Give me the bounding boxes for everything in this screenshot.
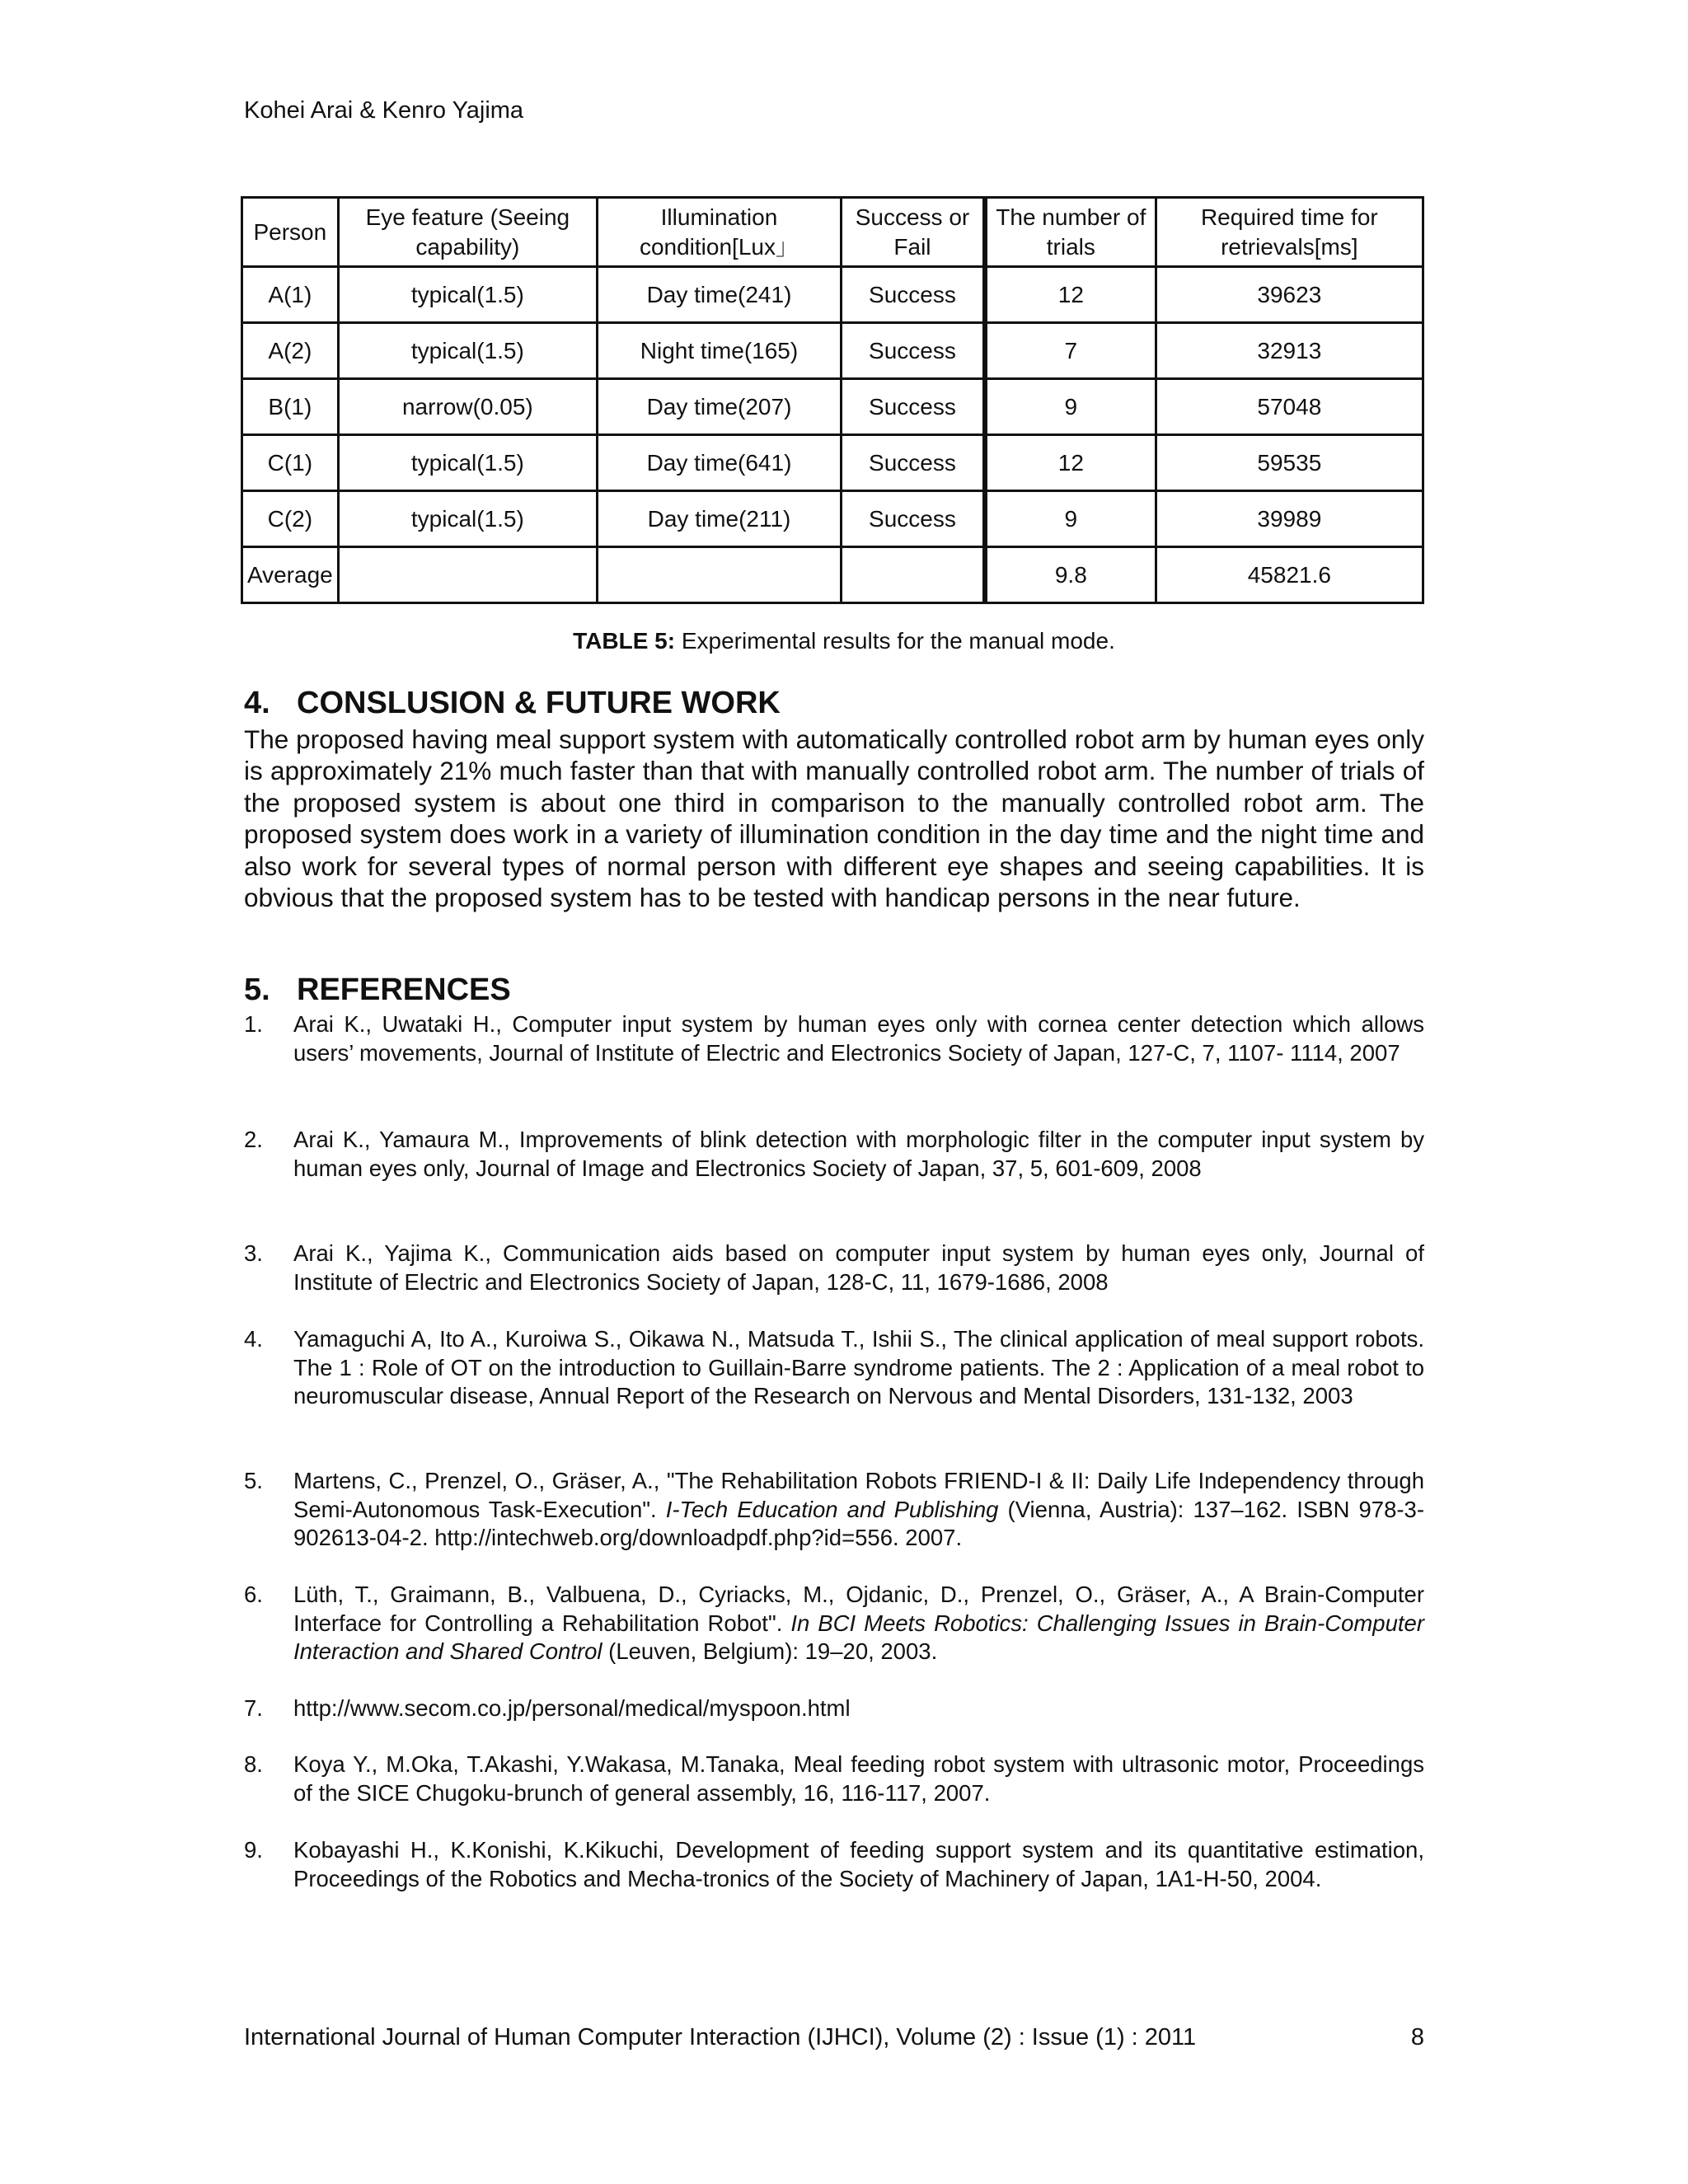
cell-person: A(2) [242,323,339,379]
reference-item [244,1750,1424,1807]
cell-required-time: 32913 [1156,323,1423,379]
reference-text [293,1010,1424,1067]
reference-item [244,1836,1424,1893]
table-row [242,267,1423,323]
reference-text-part: Kobayashi H., K.Konishi, K.Kikuchi, Development of feeding support system and its quantitative estimation, Proceedings of the Robotics and Mecha-tronics of the Society of Machinery of Japan, 1A1-H-50, 2004. [293,1837,1424,1891]
running-header-authors: Kohei Arai & Kenro Yajima [244,97,524,124]
cell-illumination: Night time(165) [598,323,842,379]
cell-success: Success [841,491,985,547]
cell-person: Average [242,547,339,603]
reference-number: 3. [244,1240,263,1266]
cell-illumination: Day time(241) [598,267,842,323]
cell-person: C(2) [242,491,339,547]
header-line: Person [253,218,327,245]
cell-required-time: 45821.6 [1156,547,1423,603]
reference-text-part: Martens, C., Prenzel, O., Gräser, A., "The Rehabilitation Robots FRIEND-I & II: Daily Life Independency through Semi-Autonomous Task-Execution". [293,1468,1424,1522]
cell-success: Success [841,435,985,491]
cell-illumination: Day time(641) [598,435,842,491]
cell-success [841,547,985,603]
header-person [242,198,339,267]
cell-person: B(1) [242,379,339,435]
reference-text-part: (Vienna, Austria): 137–162. ISBN 978-3-902613-04-2. http://intechweb.org/downloadpdf.php?id=556. 2007. [293,1496,1425,1550]
table-row [242,491,1423,547]
results-table [241,196,1424,604]
cell-eye-feature [338,547,597,603]
reference-text-part: Arai K., Uwataki H., Computer input system by human eyes only with cornea center detection which allows users’ movements, Journal of Institute of Electric and Electronics Society of Japan, 127-C, 7, 1107- 1114, 2007 [293,1011,1424,1066]
reference-item [244,1126,1424,1183]
header-line: retrievals[ms] [1221,233,1358,260]
cell-illumination: Day time(207) [598,379,842,435]
cell-trials: 12 [985,435,1156,491]
header-line: Illumination [660,204,778,230]
reference-text [293,1467,1424,1553]
reference-text-part-italic: I-Tech Education and Publishing [665,1496,999,1522]
cell-illumination [598,547,842,603]
reference-text [293,1581,1424,1666]
reference-text [293,1694,1424,1723]
conclusion-paragraph: The proposed having meal support system with automatically controlled robot arm by human eyes only is approximately 21% much faster than that with manually controlled robot arm. The number of trials of the proposed system is about one third in comparison to the manually controlled robot arm. The proposed system does work in a variety of illumination condition in the day time and the night time and also work for several types of normal person with different eye shapes and seeing capabilities. It is obvious that the proposed system has to be tested with handicap persons in the near future. [244,724,1424,913]
reference-item [244,1581,1424,1666]
header-line: Required time for [1200,204,1378,230]
cell-trials: 9 [985,491,1156,547]
cell-illumination: Day time(211) [598,491,842,547]
header-required-time [1156,198,1423,267]
cell-success: Success [841,323,985,379]
cell-success: Success [841,267,985,323]
reference-text-part: (Leuven, Belgium): 19–20, 2003. [602,1638,938,1664]
footer-journal-title: International Journal of Human Computer Interaction (IJHCI), Volume (2) : Issue (1) : 2011 [244,2024,1197,2050]
section-heading-references [244,972,511,1008]
header-illumination [598,198,842,267]
reference-number: 4. [244,1326,263,1352]
header-line: Eye feature (Seeing [365,204,570,230]
table-caption [0,628,1688,654]
reference-number: 1. [244,1011,263,1037]
header-line: condition[Lux」 [639,233,799,260]
reference-text [293,1836,1424,1893]
reference-text-part: http://www.secom.co.jp/personal/medical/myspoon.html [293,1695,851,1721]
cell-person: C(1) [242,435,339,491]
cell-eye-feature: typical(1.5) [338,267,597,323]
header-success [841,198,985,267]
cell-required-time: 57048 [1156,379,1423,435]
table-row [242,379,1423,435]
section-heading-conclusion [244,686,781,721]
cell-success: Success [841,379,985,435]
reference-item [244,1467,1424,1553]
reference-text-part: Lüth, T., Graimann, B., Valbuena, D., Cyriacks, M., Ojdanic, D., Prenzel, O., Gräser, A., A Brain-Computer Interface for Controlling a Rehabilitation Robot". [293,1582,1424,1636]
section-title: CONSLUSION & FUTURE WORK [297,686,781,720]
reference-item [244,1694,1424,1723]
reference-number: 5. [244,1468,263,1493]
reference-item [244,1240,1424,1296]
section-number: 4. [244,686,270,720]
table-header-row [242,198,1423,267]
reference-text [293,1325,1424,1411]
cell-required-time: 39623 [1156,267,1423,323]
cell-eye-feature: typical(1.5) [338,491,597,547]
reference-number: 6. [244,1582,263,1607]
table-caption-text: Experimental results for the manual mode. [675,628,1115,654]
cell-person: A(1) [242,267,339,323]
table-row [242,435,1423,491]
header-line: The number of [996,204,1146,230]
reference-number: 9. [244,1837,263,1863]
cell-eye-feature: typical(1.5) [338,323,597,379]
cell-trials: 9.8 [985,547,1156,603]
reference-text-part: Arai K., Yajima K., Communication aids based on computer input system by human eyes only, Journal of Institute of Electric and Electronics Society of Japan, 128-C, 11, 1679-1686, 2008 [293,1240,1424,1295]
table-row [242,323,1423,379]
reference-item [244,1010,1424,1067]
reference-number: 7. [244,1695,263,1721]
reference-number: 8. [244,1751,263,1777]
reference-text-part-italic: In BCI Meets Robotics: Challenging Issues in Brain-Computer Interaction and Shared Control [293,1610,1424,1664]
header-line: Success or [855,204,970,230]
reference-text-part: Koya Y., M.Oka, T.Akashi, Y.Wakasa, M.Tanaka, Meal feeding robot system with ultrasonic motor, Proceedings of the SICE Chugoku-brunch of general assembly, 16, 116-117, 2007. [293,1751,1424,1806]
table-caption-label: TABLE 5: [573,628,676,654]
reference-text [293,1240,1424,1296]
cell-eye-feature: narrow(0.05) [338,379,597,435]
cell-required-time: 39989 [1156,491,1423,547]
header-eye-feature [338,198,597,267]
cell-required-time: 59535 [1156,435,1423,491]
reference-text-part: Arai K., Yamaura M., Improvements of blink detection with morphologic filter in the computer input system by human eyes only, Journal of Image and Electronics Society of Japan, 37, 5, 601-609, 2008 [293,1127,1424,1181]
cell-trials: 7 [985,323,1156,379]
reference-item [244,1325,1424,1411]
cell-trials: 12 [985,267,1156,323]
reference-number: 2. [244,1127,263,1152]
reference-text [293,1750,1424,1807]
header-trials [985,198,1156,267]
cell-trials: 9 [985,379,1156,435]
section-title: REFERENCES [297,972,511,1007]
reference-text [293,1126,1424,1183]
cell-eye-feature: typical(1.5) [338,435,597,491]
table-row-average [242,547,1423,603]
header-line: Fail [893,233,931,260]
page-number: 8 [1410,2024,1424,2050]
header-line: trials [1046,233,1095,260]
reference-text-part: Yamaguchi A, Ito A., Kuroiwa S., Oikawa N., Matsuda T., Ishii S., The clinical application of meal support robots. The 1 : Role of OT on the introduction to Guillain-Barre syndrome patients. The 2 : Application of a meal robot to neuromuscular disease, Annual Report of the Research on Nervous and Mental Disorders, 131-132, 2003 [293,1326,1424,1408]
section-number: 5. [244,972,270,1007]
header-line: capability) [415,233,520,260]
